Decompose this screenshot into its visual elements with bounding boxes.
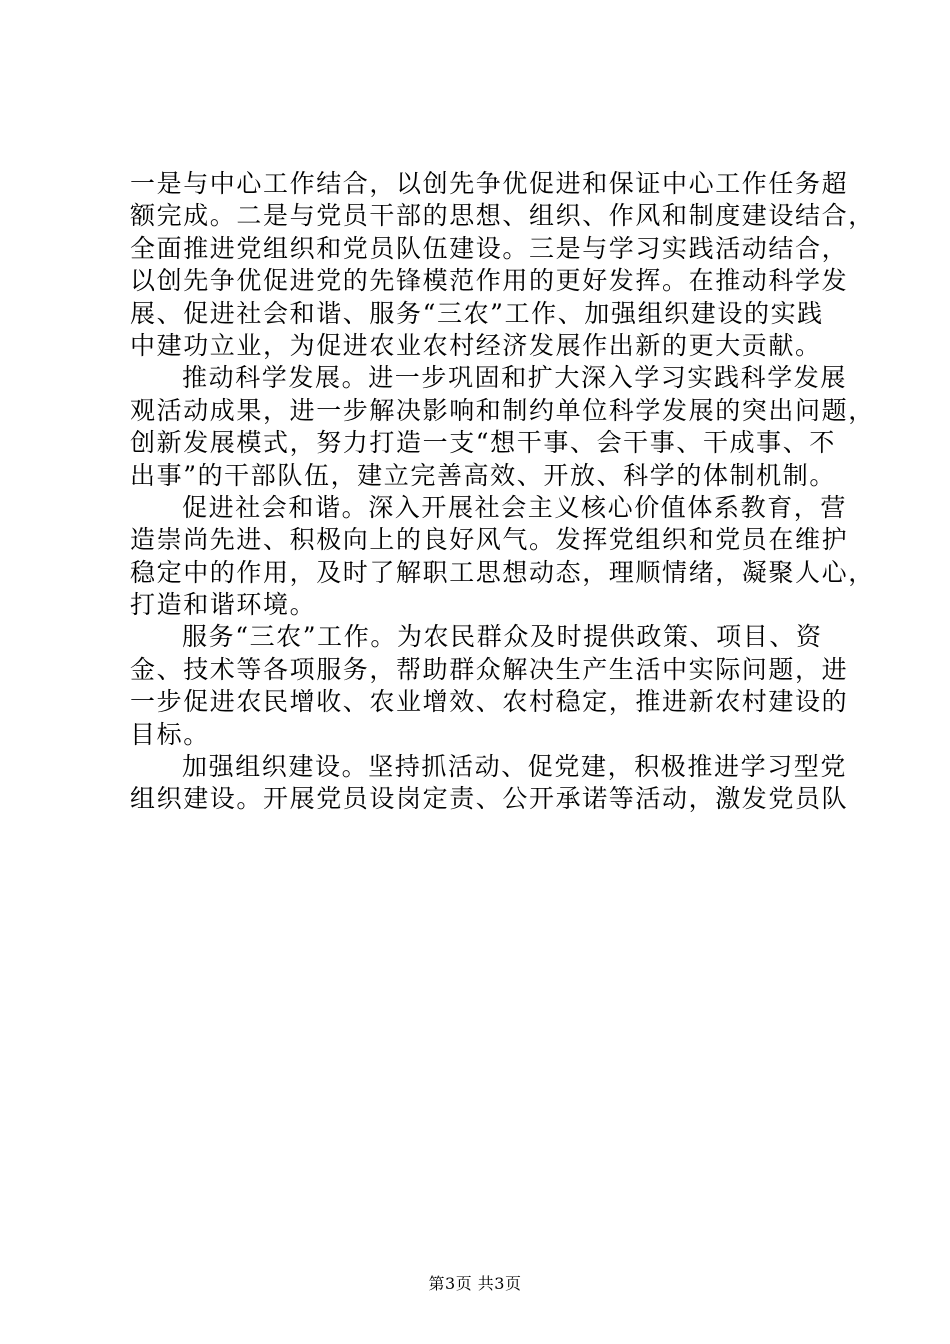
text-line: 金、技术等各项服务，帮助群众解决生产生活中实际问题，进 xyxy=(130,654,849,684)
text-line: 造崇尚先进、积极向上的良好风气。发挥党组织和党员在维护 xyxy=(130,525,849,555)
text-line: 以创先争优促进党的先锋模范作用的更好发挥。在推动科学发 xyxy=(130,266,849,296)
text-line: 出事”的干部队伍，建立完善高效、开放、科学的体制机制。 xyxy=(130,460,836,490)
text-line: 一步促进农民增收、农业增效、农村稳定，推进新农村建设的 xyxy=(130,687,849,717)
text-line: 额完成。二是与党员干部的思想、组织、作风和制度建设结合， xyxy=(130,201,875,231)
text-line: 观活动成果，进一步解决影响和制约单位科学发展的突出问题， xyxy=(130,395,875,425)
text-line: 稳定中的作用，及时了解职工思想动态，理顺情绪，凝聚人心， xyxy=(130,557,875,587)
text-line: 中建功立业，为促进农业农村经济发展作出新的更大贡献。 xyxy=(130,330,822,360)
paragraph-start-line: 推动科学发展。进一步巩固和扩大深入学习实践科学发展 xyxy=(182,363,848,393)
paragraph-start-line: 加强组织建设。坚持抓活动、促党建，积极推进学习型党 xyxy=(182,752,848,782)
text-line: 目标。 xyxy=(130,719,210,749)
page-footer: 第3页 共3页 xyxy=(428,1274,522,1293)
text-line: 一是与中心工作结合，以创先争优促进和保证中心工作任务超 xyxy=(130,169,849,198)
text-line: 组织建设。开展党员设岗定责、公开承诺等活动，激发党员队 xyxy=(130,784,849,814)
document-body xyxy=(130,168,875,816)
paragraph-start-line: 促进社会和谐。深入开展社会主义核心价值体系教育，营 xyxy=(182,492,848,522)
text-line: 全面推进党组织和党员队伍建设。三是与学习实践活动结合， xyxy=(130,233,849,263)
text-line: 打造和谐环境。 xyxy=(130,590,317,620)
text-line: 创新发展模式，努力打造一支“想干事、会干事、干成事、不 xyxy=(130,428,836,458)
text-line: 展、促进社会和谐、服务“三农”工作、加强组织建设的实践 xyxy=(130,298,824,328)
paragraph-start-line: 服务“三农”工作。为农民群众及时提供政策、项目、资 xyxy=(182,622,823,652)
